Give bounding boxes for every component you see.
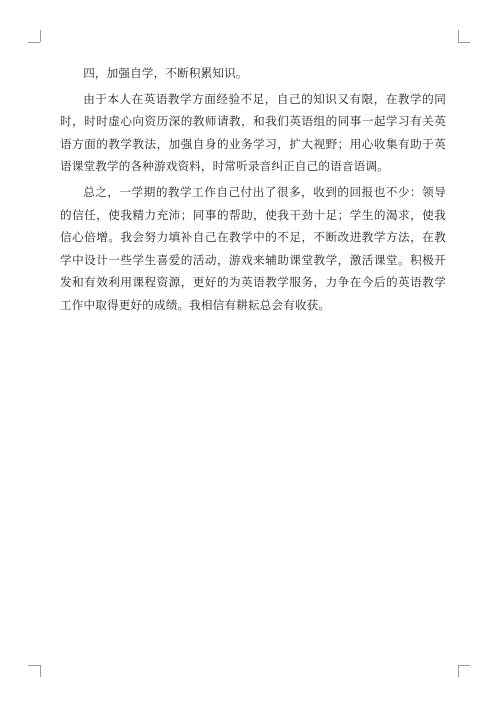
crop-mark-line — [40, 30, 41, 42]
crop-mark-line — [458, 665, 470, 666]
document-body — [60, 62, 446, 317]
crop-mark-line — [40, 665, 41, 677]
section-heading-paragraph: 四，加强自学，不断积累知识。 — [83, 66, 248, 80]
crop-mark-line — [458, 665, 459, 677]
body-paragraph: 由于本人在英语教学方面经验不足，自己的知识又有限，在教学的同时，时时虚心向资历深的教师请教，和我们英语组的同事一起学习有关英语方面的教学教法，加强自身的业务学习，扩大视野；用心收集有助于英语课堂教学的各种游戏资料，时常听录音纠正自己的语音语调。 — [60, 91, 446, 174]
crop-mark-line — [28, 42, 40, 43]
crop-mark-line — [458, 30, 459, 42]
crop-mark-line — [28, 665, 40, 666]
crop-mark-line — [458, 42, 470, 43]
body-paragraph: 总之，一学期的教学工作自己付出了很多，收到的回报也不少：领导的信任，使我精力充沛；同事的帮助，使我干劲十足；学生的渴求，使我信心倍增。我会努力填补自己在教学中的不足，不断改进教学方法，在教学中设计一些学生喜爱的活动，游戏来辅助课堂教学，激活课堂。积极开发和有效利用课程资源，更好的为英语教学服务，力争在今后的英语教学工作中取得更好的成绩。我相信有耕耘总会有收获。 — [60, 184, 446, 312]
